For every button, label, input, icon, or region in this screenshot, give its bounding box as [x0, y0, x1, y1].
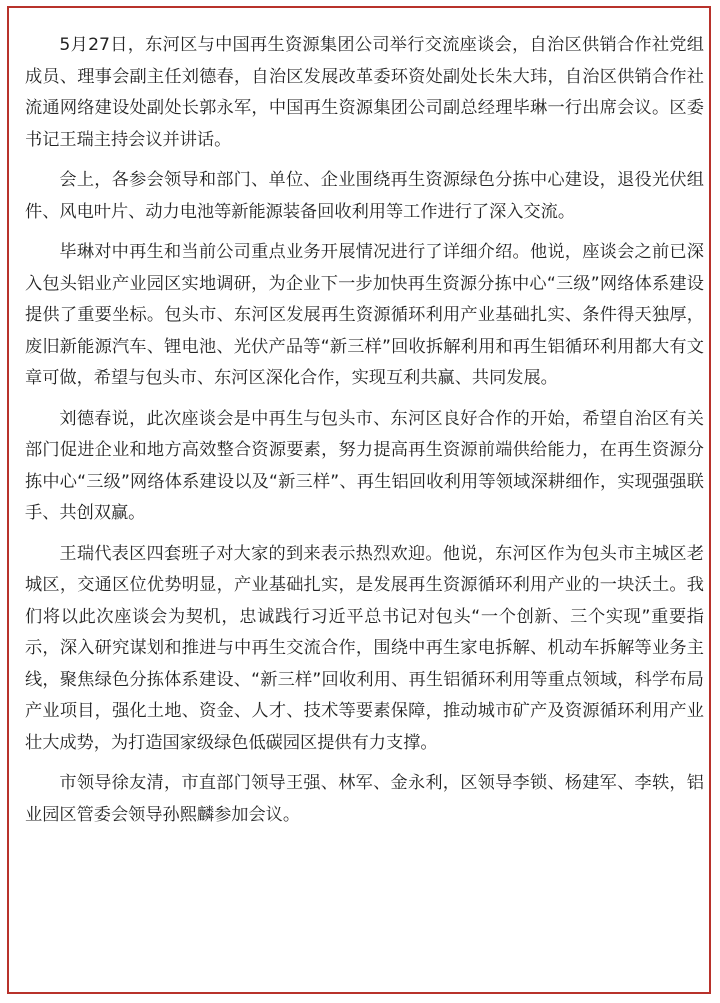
paragraph-discussion-topics: 会上，各参会领导和部门、单位、企业围绕再生资源绿色分拣中心建设，退役光伏组件、风电叶片、动力电池等新能源装备回收利用等工作进行了深入交流。: [25, 170, 704, 222]
paragraph-liu-dechun-remarks: 刘德春说，此次座谈会是中再生与包头市、东河区良好合作的开始，希望自治区有关部门促进企业和地方高效整合资源要素，努力提高再生资源前端供给能力，在再生资源分拣中心“三级”网络体系建设以及“新三样”、再生铝回收利用等领域深耕细作，实现强强联手、共创双赢。: [25, 408, 704, 523]
paragraph-attendees: 市领导徐友清，市直部门领导王强、林军、金永利，区领导李锁、杨建军、李轶，铝业园区管委会领导孙熙麟参加会议。: [25, 773, 704, 825]
article-body: [25, 30, 704, 840]
paragraph-wang-rui-remarks: 王瑞代表区四套班子对大家的到来表示热烈欢迎。他说，东河区作为包头市主城区老城区，交通区位优势明显，产业基础扎实，是发展再生资源循环利用产业的一块沃土。我们将以此次座谈会为契机，忠诚践行习近平总书记对包头“一个创新、三个实现”重要指示，深入研究谋划和推进与中再生交流合作，围绕中再生家电拆解、机动车拆解等业务主线，聚焦绿色分拣体系建设、“新三样”回收利用、再生铝循环利用等重点领域，科学布局产业项目，强化土地、资金、人才、技术等要素保障，推动城市矿产及资源循环利用产业壮大成势，为打造国家级绿色低碳园区提供有力支撑。: [25, 543, 704, 753]
paragraph-bi-lin-remarks: 毕琳对中再生和当前公司重点业务开展情况进行了详细介绍。他说，座谈会之前已深入包头铝业产业园区实地调研，为企业下一步加快再生资源分拣中心“三级”网络体系建设提供了重要坐标。包头市、东河区发展再生资源循环利用产业基础扎实、条件得天独厚，废旧新能源汽车、锂电池、光伏产品等“新三样”回收拆解利用和再生铝循环利用都大有文章可做，希望与包头市、东河区深化合作，实现互利共赢、共同发展。: [25, 242, 704, 388]
paragraph-meeting-overview: 5月27日，东河区与中国再生资源集团公司举行交流座谈会，自治区供销合作社党组成员、理事会副主任刘德春，自治区发展改革委环资处副处长朱大玮，自治区供销合作社流通网络建设处副处长郭永军，中国再生资源集团公司副总经理毕琳一行出席会议。区委书记王瑞主持会议并讲话。: [25, 35, 704, 150]
